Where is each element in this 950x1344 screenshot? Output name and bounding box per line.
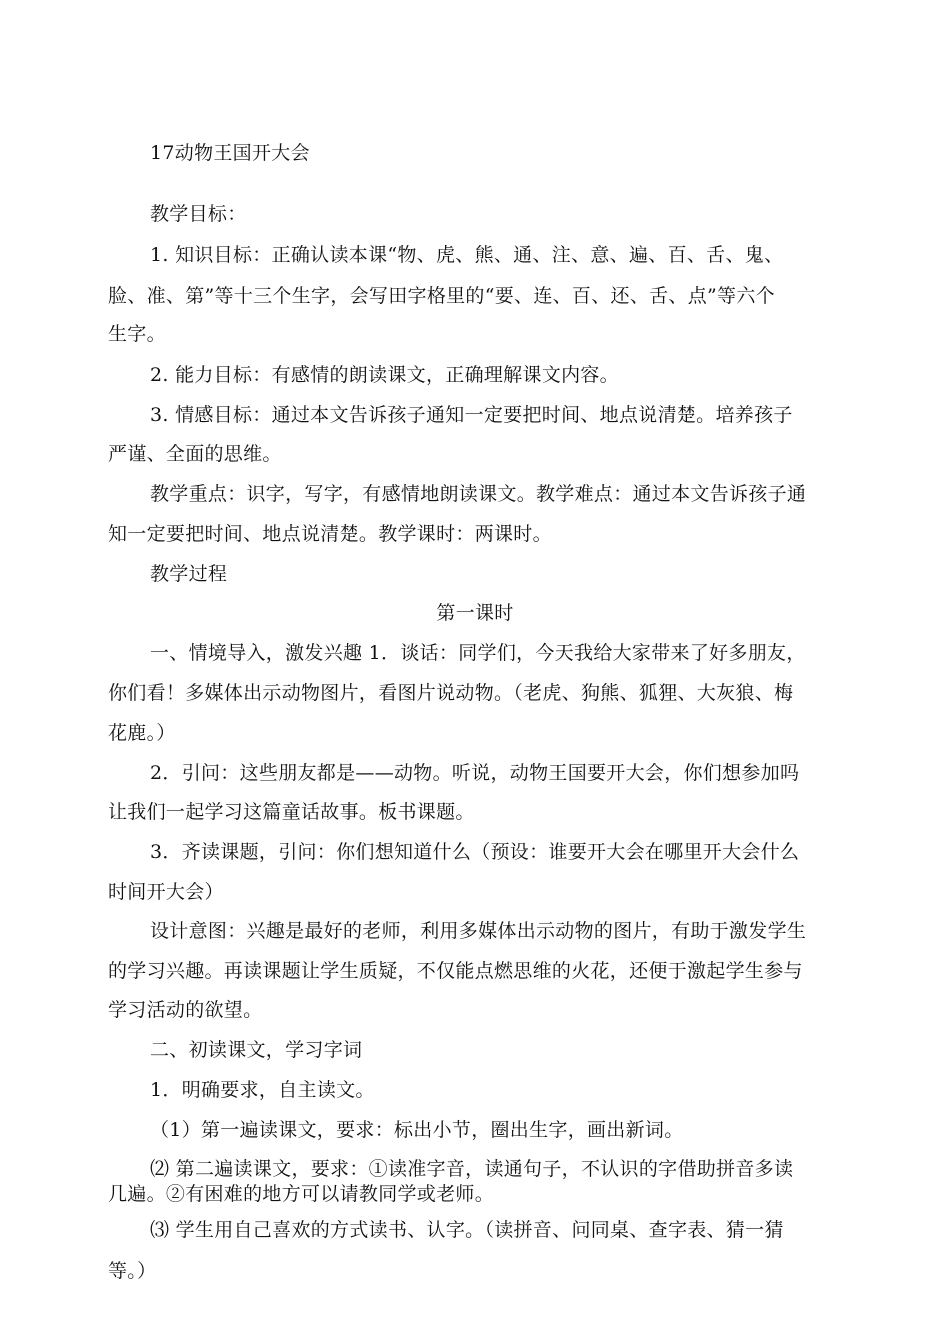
text-line: 3．齐读课题，引问：你们想知道什么（预设：谁要开大会在哪里开大会什么 — [150, 841, 800, 863]
text-line: 花鹿。） — [108, 722, 176, 744]
text-line: （1）第一遍读课文，要求：标出小节，圈出生字，画出新词。 — [150, 1119, 684, 1141]
document-title: 17动物王国开大会 — [150, 142, 310, 164]
section-heading: 教学过程 — [150, 563, 228, 585]
text-line: 你们看！多媒体出示动物图片，看图片说动物。（老虎、狗熊、狐狸、大灰狼、梅 — [108, 682, 794, 704]
lesson-heading: 第一课时 — [436, 602, 514, 624]
text-line: 的学习兴趣。再读课题让学生质疑，不仅能点燃思维的火花，还便于激起学生参与 — [108, 960, 803, 982]
text-line: 学习活动的欲望。 — [108, 999, 263, 1021]
text-line: 严谨、全面的思维。 — [108, 443, 282, 465]
text-line: 让我们一起学习这篇童话故事。板书课题。 — [108, 801, 475, 823]
text-line: 知一定要把时间、地点说清楚。教学课时：两课时。 — [108, 523, 552, 545]
text-line: 生字。 — [108, 323, 166, 345]
text-line: 设计意图：兴趣是最好的老师，利用多媒体出示动物的图片，有助于激发学生 — [150, 920, 807, 942]
text-line: 2．引问：这些朋友都是——动物。听说，动物王国要开大会，你们想参加吗 — [150, 762, 800, 784]
text-line: 教学重点：识字，写字，有感情地朗读课文。教学难点：通过本文告诉孩子通 — [150, 483, 807, 505]
text-line: 1．明确要求，自主读文。 — [150, 1079, 375, 1101]
text-line: ⑵ 第二遍读课文，要求：①读准字音，读通句子，不认识的字借助拼音多读 — [150, 1158, 794, 1180]
text-line: 一、情境导入，激发兴趣 1．谈话：同学们，今天我给大家带来了好多朋友， — [150, 642, 806, 664]
section-heading: 二、初读课文，学习字词 — [150, 1039, 363, 1061]
text-line: 1. 知识目标：正确认读本课“物、虎、熊、通、注、意、遍、百、舌、鬼、 — [150, 244, 784, 266]
text-line: 3. 情感目标：通过本文告诉孩子通知一定要把时间、地点说清楚。培养孩子 — [150, 404, 793, 426]
text-line: 等。） — [108, 1260, 157, 1282]
text-line: 2. 能力目标：有感情的朗读课文，正确理解课文内容。 — [150, 364, 619, 386]
text-line: 脸、准、第”等十三个生字，会写田字格里的“要、连、百、还、舌、点”等六个 — [108, 285, 775, 307]
text-line: 几遍。②有困难的地方可以请教同学或老师。 — [108, 1183, 495, 1205]
text-line: 教学目标： — [150, 203, 247, 225]
text-line: 时间开大会） — [108, 881, 224, 903]
text-line: ⑶ 学生用自己喜欢的方式读书、认字。（读拼音、问同桌、查字表、猜一猜 — [150, 1219, 784, 1241]
